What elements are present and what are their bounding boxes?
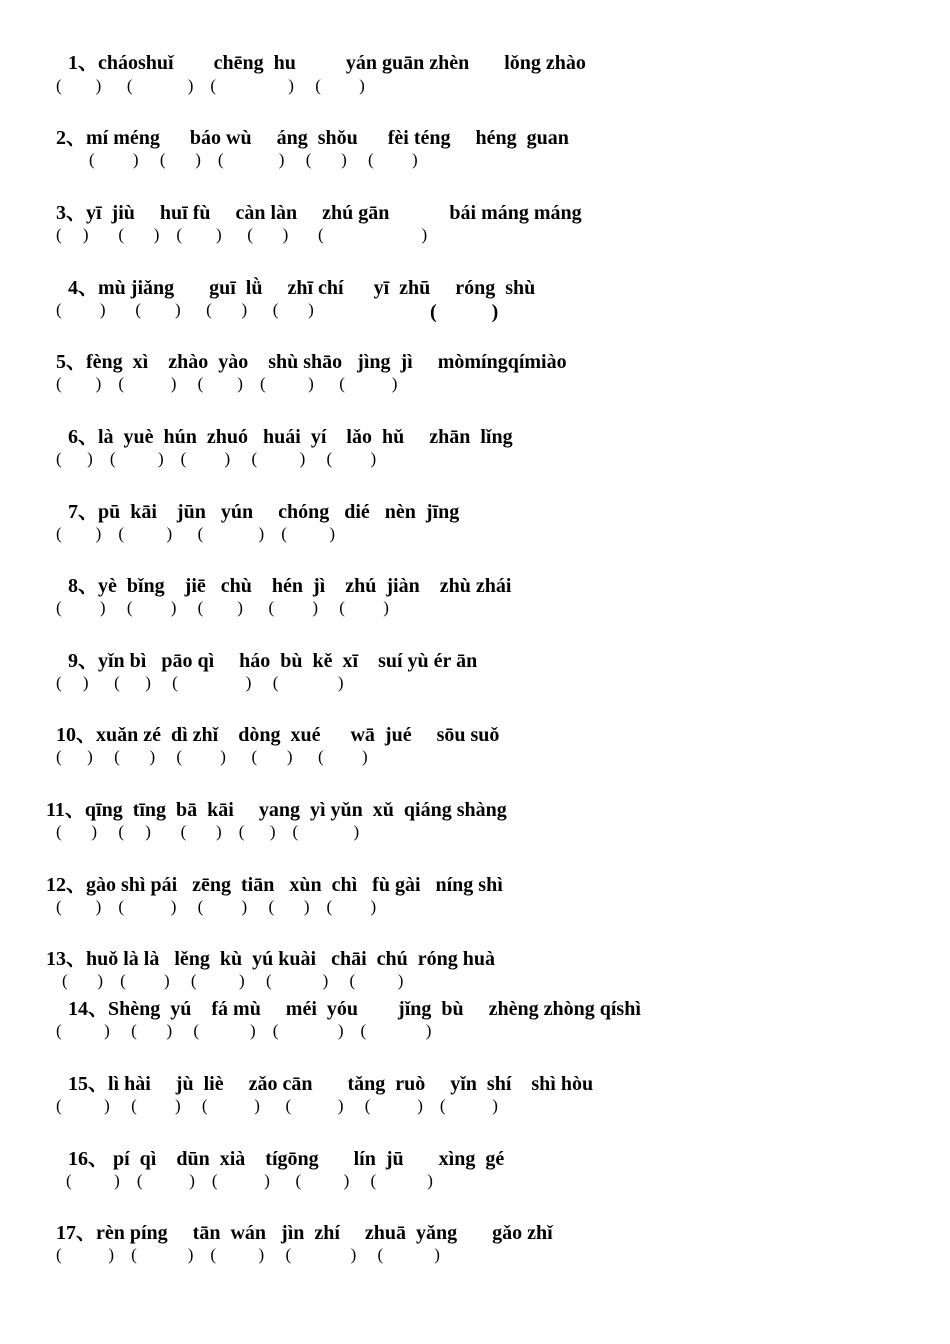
answer-blanks: ( ) ( ) ( ) ( ) (56, 524, 336, 543)
pinyin-line: 7、pū kāi jūn yún chóng dié nèn jīng (68, 501, 460, 523)
pinyin-line: 9、yǐn bì pāo qì háo bù kě xī suí yù ér ān (68, 650, 478, 672)
answer-blanks: ( ) ( ) ( ) ( ) ( ) (89, 150, 418, 169)
answer-blanks: ( ) ( ) ( ) ( ) ( ) ( ) (56, 1096, 498, 1115)
pinyin-line: 2、mí méng báo wù áng shǒu fèi téng héng guan (56, 127, 569, 149)
answer-blanks: ( ) ( ) ( ) ( ) ( ) (56, 1245, 440, 1264)
answer-blanks: ( ) ( ) ( ) ( ) ( ) (66, 1171, 433, 1190)
pinyin-line: 1、cháoshuǐ chēng hu yán guān zhèn lǒng zhào (68, 52, 586, 74)
answer-blanks: ( ) ( ) ( ) ( ) ( ) (56, 449, 377, 468)
answer-blanks: ( ) ( ) ( ) ( ) ( ) (62, 971, 404, 990)
answer-blanks: ( ) ( ) ( ) ( ) ( ) (56, 747, 368, 766)
answer-blanks: ( ) ( ) ( ) ( ) ( ) (56, 1021, 432, 1040)
pinyin-line: 6、là yuè hún zhuó huái yí lǎo hǔ zhān lǐng (68, 426, 513, 448)
pinyin-line: 8、yè bǐng jiē chù hén jì zhú jiàn zhù zhái (68, 575, 512, 597)
pinyin-line: 3、yī jiù huī fù càn làn zhú gān bái máng máng (56, 202, 582, 224)
pinyin-line: 12、gào shì pái zēng tiān xùn chì fù gài níng shì (46, 874, 503, 896)
pinyin-line: 11、qīng tīng bā kāi yang yì yǔn xǔ qiáng shàng (46, 799, 507, 821)
pinyin-line: 14、Shèng yú fá mù méi yóu jǐng bù zhèng zhòng qíshì (68, 998, 641, 1020)
pinyin-line: 13、huǒ là là lěng kù yú kuài chāi chú róng huà (46, 948, 496, 970)
answer-blanks: ( ) ( ) ( ) ( ) (56, 673, 344, 692)
answer-blanks: ( ) ( ) ( ) ( ) (56, 300, 314, 319)
pinyin-line: 5、fèng xì zhào yào shù shāo jìng jì mòmíngqímiào (56, 351, 567, 373)
pinyin-line: 4、mù jiǎng guī lǜ zhī chí yī zhū róng shù (68, 277, 536, 299)
answer-blanks: ( ) ( ) ( ) ( ) ( ) (56, 374, 398, 393)
pinyin-line: 15、lì hài jù liè zǎo cān tǎng ruò yǐn shí shì hòu (68, 1073, 594, 1095)
pinyin-line: 10、xuǎn zé dì zhǐ dòng xué wā jué sōu suǒ (56, 724, 500, 746)
answer-blank-bold: ( ) (430, 301, 499, 323)
answer-blanks: ( ) ( ) ( ) ( ) ( ) (56, 897, 377, 916)
pinyin-line: 16、 pí qì dūn xià tígōng lín jū xìng gé (68, 1148, 505, 1170)
answer-blanks: ( ) ( ) ( ) ( ) ( ) (56, 225, 428, 244)
answer-blanks: ( ) ( ) ( ) ( ) ( ) (56, 598, 389, 617)
answer-blanks: ( ) ( ) ( ) ( ) ( ) (56, 822, 360, 841)
pinyin-line: 17、rèn píng tān wán jìn zhí zhuā yǎng gǎo zhǐ (56, 1222, 553, 1244)
answer-blanks: ( ) ( ) ( ) ( ) (56, 76, 365, 95)
